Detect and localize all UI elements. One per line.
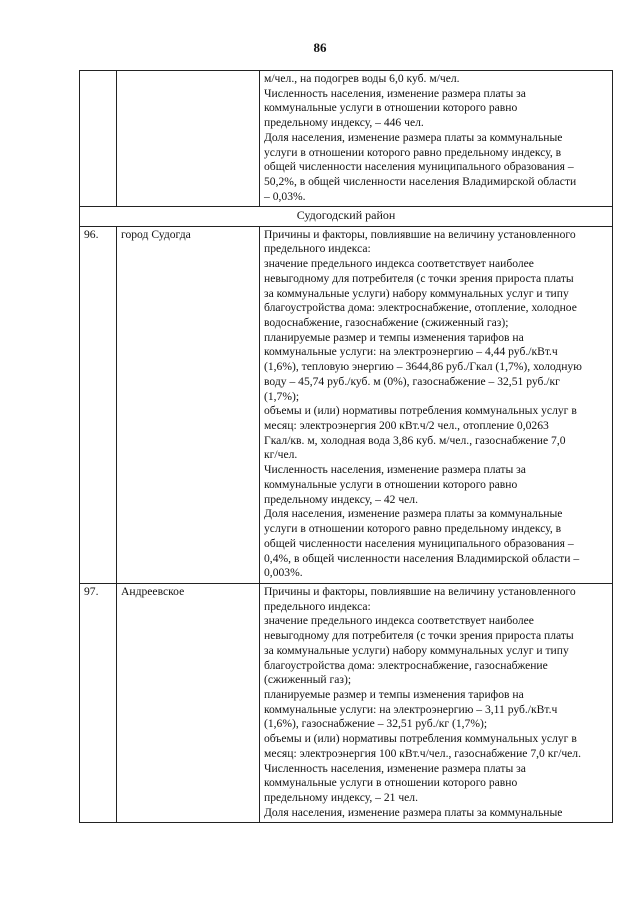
text-line: невыгодному для потребителя (с точки зрения прироста платы bbox=[264, 271, 574, 285]
text-line: предельного индекса: bbox=[264, 599, 371, 613]
text-line: благоустройства дома: электроснабжение, отопление, холодное bbox=[264, 301, 577, 315]
text-line: Численность населения, изменение размера платы за bbox=[264, 86, 526, 100]
row-number: 96. bbox=[80, 226, 117, 583]
text-line: значение предельного индекса соответствует наиболее bbox=[264, 257, 534, 271]
text-line: Причины и факторы, повлиявшие на величину установленного bbox=[264, 584, 576, 598]
text-line: предельному индексу, – 42 чел. bbox=[264, 492, 418, 506]
text-line: месяц: электроэнергия 200 кВт.ч/2 чел., отопление 0,0263 bbox=[264, 419, 549, 433]
text-line: предельному индексу, – 446 чел. bbox=[264, 116, 424, 130]
text-line: (1,7%); bbox=[264, 389, 300, 403]
text-line: Доля населения, изменение размера платы за коммунальные bbox=[264, 805, 563, 819]
row-number: 97. bbox=[80, 583, 117, 823]
text-line: за коммунальные услуги) набору коммунальных услуг и типу bbox=[264, 643, 569, 657]
text-line: объемы и (или) нормативы потребления коммунальных услуг в bbox=[264, 404, 577, 418]
text-line: воду – 45,74 руб./куб. м (0%), газоснабжение – 32,51 руб./кг bbox=[264, 374, 560, 388]
text-line: месяц: электроэнергия 100 кВт.ч/чел., газоснабжение 7,0 кг/чел. bbox=[264, 746, 581, 760]
text-line: общей численности населения муниципального образования – bbox=[264, 160, 574, 174]
text-line: Причины и факторы, повлиявшие на величину установленного bbox=[264, 227, 576, 241]
row-number-cell bbox=[80, 71, 117, 207]
table-row bbox=[80, 226, 613, 583]
text-line: коммунальные услуги в отношении которого равно bbox=[264, 101, 518, 115]
text-line: Доля населения, изменение размера платы за коммунальные bbox=[264, 507, 563, 521]
municipality-name: город Судогда bbox=[117, 226, 260, 583]
text-line: общей численности населения муниципального образования – bbox=[264, 536, 574, 550]
text-line: коммунальные услуги: на электроэнергию – 4,44 руб./кВт.ч bbox=[264, 345, 558, 359]
text-line: м/чел., на подогрев воды 6,0 куб. м/чел. bbox=[264, 72, 460, 85]
text-line: 50,2%, в общей численности населения Владимирской области bbox=[264, 175, 577, 189]
text-line: водоснабжение, газоснабжение (сжиженный газ); bbox=[264, 316, 509, 330]
text-line: благоустройства дома: электроснабжение, газоснабжение bbox=[264, 658, 548, 672]
text-line: коммунальные услуги в отношении которого равно bbox=[264, 477, 518, 491]
text-line: – 0,03%. bbox=[264, 189, 306, 203]
text-line: Численность населения, изменение размера платы за bbox=[264, 761, 526, 775]
table-row bbox=[80, 583, 613, 823]
text-line: Доля населения, изменение размера платы за коммунальные bbox=[264, 130, 563, 144]
text-line: значение предельного индекса соответствует наиболее bbox=[264, 614, 534, 628]
description-cell bbox=[260, 71, 613, 207]
text-line: планируемые размер и темпы изменения тарифов на bbox=[264, 687, 524, 701]
text-line: Гкал/кв. м, холодная вода 3,86 куб. м/чел., газоснабжение 7,0 bbox=[264, 433, 566, 447]
text-line: (1,6%), газоснабжение – 32,51 руб./кг (1,7%); bbox=[264, 717, 488, 731]
district-header-row bbox=[80, 207, 613, 226]
text-line: предельного индекса: bbox=[264, 242, 371, 256]
municipality-name: Андреевское bbox=[117, 583, 260, 823]
text-line: услуги в отношении которого равно предельному индексу, в bbox=[264, 145, 562, 159]
text-line: (сжиженный газ); bbox=[264, 673, 352, 687]
district-name: Судогодский район bbox=[80, 207, 613, 226]
text-line: 0,4%, в общей численности населения Владимирской области – bbox=[264, 551, 580, 565]
text-line: объемы и (или) нормативы потребления коммунальных услуг в bbox=[264, 732, 577, 746]
text-line: кг/чел. bbox=[264, 448, 298, 462]
text-line: (1,6%), тепловую энергию – 3644,86 руб./Гкал (1,7%), холодную bbox=[264, 360, 582, 374]
text-line: невыгодному для потребителя (с точки зрения прироста платы bbox=[264, 629, 574, 643]
text-line: планируемые размер и темпы изменения тарифов на bbox=[264, 330, 524, 344]
text-line: предельному индексу, – 21 чел. bbox=[264, 791, 418, 805]
description-cell bbox=[260, 226, 613, 583]
description-cell bbox=[260, 583, 613, 823]
page-number: 86 bbox=[313, 40, 327, 55]
text-line: 0,003%. bbox=[264, 566, 303, 580]
text-line: услуги в отношении которого равно предельному индексу, в bbox=[264, 522, 562, 536]
text-line: коммунальные услуги: на электроэнергию – 3,11 руб./кВт.ч bbox=[264, 702, 558, 716]
index-table bbox=[79, 70, 613, 823]
text-line: Численность населения, изменение размера платы за bbox=[264, 463, 526, 477]
municipality-name-cell bbox=[117, 71, 260, 207]
text-line: коммунальные услуги в отношении которого равно bbox=[264, 776, 518, 790]
text-line: за коммунальные услуги) набору коммунальных услуг и типу bbox=[264, 286, 569, 300]
table-row-continuation bbox=[80, 71, 613, 207]
